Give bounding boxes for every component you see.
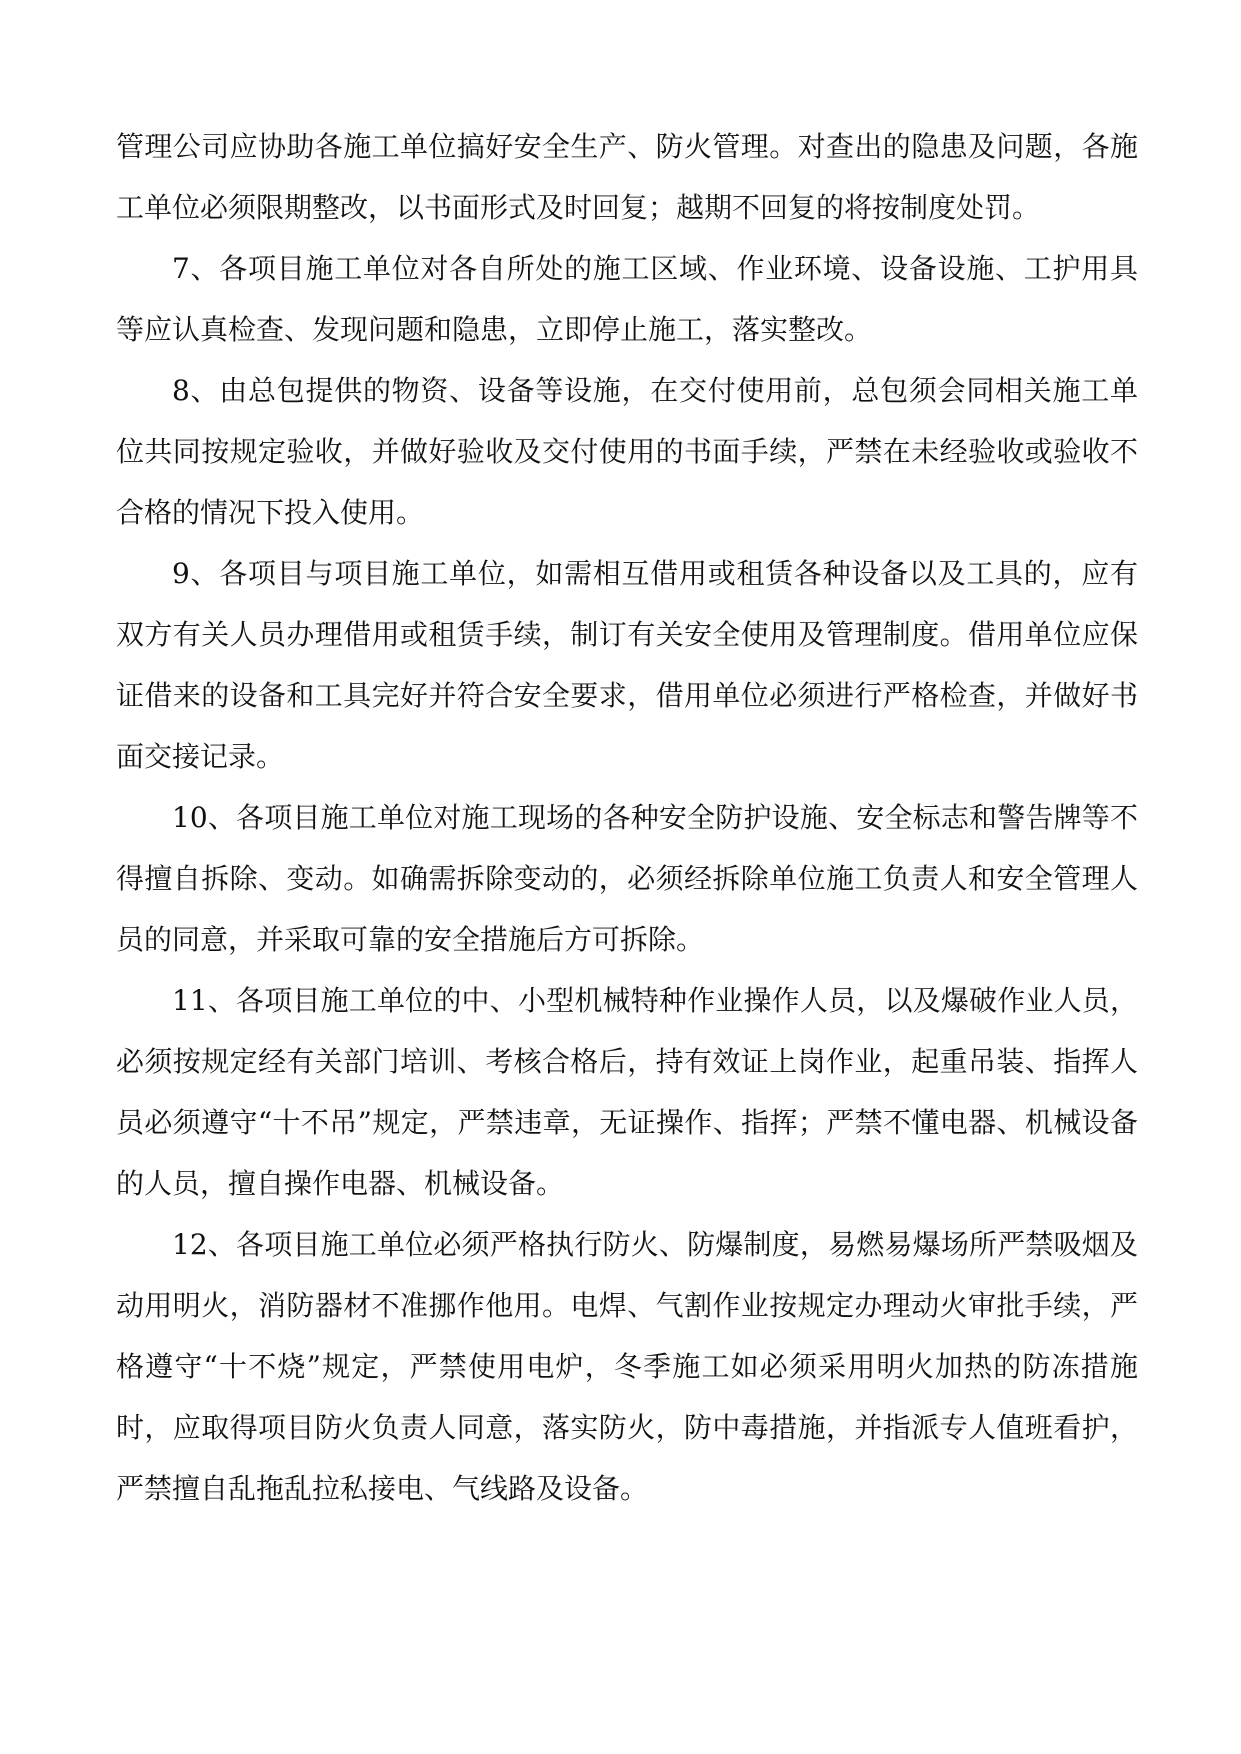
paragraph-item-7: 7、各项目施工单位对各自所处的施工区域、作业环境、设备设施、工护用具等应认真检查、发现问题和隐患，立即停止施工，落实整改。 (116, 252, 1138, 346)
paragraph-item-10: 10、各项目施工单位对施工现场的各种安全防护设施、安全标志和警告牌等不得擅自拆除、变动。如确需拆除变动的，必须经拆除单位施工负责人和安全管理人员的同意，并采取可靠的安全措施后方可拆除。 (116, 801, 1138, 956)
paragraph-item-11: 11、各项目施工单位的中、小型机械特种作业操作人员，以及爆破作业人员，必须按规定经有关部门培训、考核合格后，持有效证上岗作业，起重吊装、指挥人员必须遵守“十不吊”规定，严禁违章，无证操作、指挥；严禁不懂电器、机械设备的人员，擅自操作电器、机械设备。 (116, 984, 1138, 1200)
paragraph-item-8: 8、由总包提供的物资、设备等设施，在交付使用前，总包须会同相关施工单位共同按规定验收，并做好验收及交付使用的书面手续，严禁在未经验收或验收不合格的情况下投入使用。 (116, 374, 1138, 529)
document-body (116, 116, 1138, 1519)
paragraph-item-9: 9、各项目与项目施工单位，如需相互借用或租赁各种设备以及工具的，应有双方有关人员办理借用或租赁手续，制订有关安全使用及管理制度。借用单位应保证借来的设备和工具完好并符合安全要求，借用单位必须进行严格检查，并做好书面交接记录。 (116, 557, 1138, 773)
paragraph-item-12: 12、各项目施工单位必须严格执行防火、防爆制度，易燃易爆场所严禁吸烟及动用明火，消防器材不准挪作他用。电焊、气割作业按规定办理动火审批手续，严格遵守“十不烧”规定，严禁使用电炉，冬季施工如必须采用明火加热的防冻措施时，应取得项目防火负责人同意，落实防火，防中毒措施，并指派专人值班看护，严禁擅自乱拖乱拉私接电、气线路及设备。 (116, 1228, 1138, 1505)
paragraph-continuation: 管理公司应协助各施工单位搞好安全生产、防火管理。对查出的隐患及问题，各施工单位必须限期整改，以书面形式及时回复；越期不回复的将按制度处罚。 (116, 130, 1138, 224)
